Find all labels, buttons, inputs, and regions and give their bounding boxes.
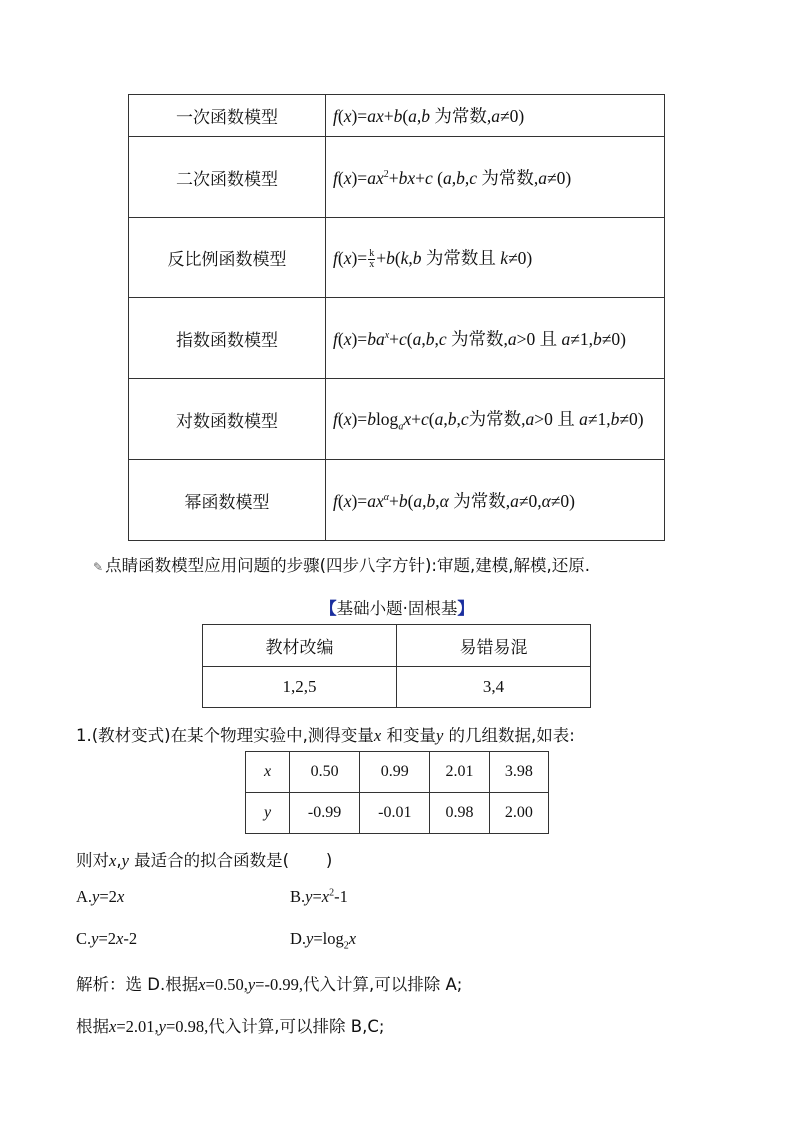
x-label: x — [246, 752, 290, 793]
x-cell: 3.98 — [489, 752, 548, 793]
model-name: 指数函数模型 — [129, 298, 326, 379]
model-formula-inverse: f(x)= $\frac{k}{x}$ +b(k,b 为常数且 k≠0) — [326, 218, 665, 298]
function-model-table — [128, 94, 665, 541]
model-row-power — [129, 460, 665, 541]
y-cell: 2.00 — [489, 793, 548, 834]
model-row-exponential — [129, 298, 665, 379]
fraction-k-over-x: $\frac{k}{x}$ — [369, 248, 375, 271]
model-name: 反比例函数模型 — [129, 218, 326, 298]
category-value: 1,2,5 — [203, 667, 397, 708]
model-formula-linear: f(x)=ax+b(a,b 为常数,a≠0) — [326, 95, 665, 137]
x-cell: 0.50 — [290, 752, 360, 793]
model-name: 一次函数模型 — [129, 95, 326, 137]
category-value: 3,4 — [397, 667, 591, 708]
model-row-inverse — [129, 218, 665, 298]
option-a[interactable]: A.y=2x — [76, 887, 125, 906]
x-cell: 2.01 — [430, 752, 489, 793]
question-prompt: 则对x,y 最适合的拟合函数是( ) — [76, 851, 333, 870]
analysis-line-1: 解析：选 D.根据x=0.50,y=-0.99,代入计算,可以排除 A; — [76, 975, 463, 994]
model-formula-quadratic: $f(x)=ax^2+bx+c$ (a,b,c 为常数,a≠0) — [326, 137, 665, 218]
model-formula-exponential: $f(x)=ba^x+c(a,b,c$ 为常数,a>0 且 a≠1,b≠0) — [326, 298, 665, 379]
model-name: 幂函数模型 — [129, 460, 326, 541]
analysis-line-2: 根据x=2.01,y=0.98,代入计算,可以排除 B,C; — [76, 1017, 385, 1036]
model-row-logarithmic — [129, 379, 665, 460]
category-table — [202, 624, 591, 708]
y-cell: -0.01 — [360, 793, 430, 834]
category-header: 易错易混 — [397, 625, 591, 667]
tip-text: 点睛函数模型应用问题的步骤(四步八字方针):审题,建模,解模,还原. — [105, 556, 590, 575]
section-heading: 【基础小题·固根基】 — [320, 599, 474, 618]
tip-line — [93, 552, 590, 576]
model-formula-logarithmic: f(x)=blog$_a$x+c(a,b,c为常数,a>0 且 a≠1,b≠0) — [326, 379, 665, 460]
option-b[interactable]: $B.y=x^2-1$ — [290, 887, 348, 906]
y-cell: -0.99 — [290, 793, 360, 834]
model-name: 二次函数模型 — [129, 137, 326, 218]
question-text: 1.(教材变式)在某个物理实验中,测得变量x 和变量y 的几组数据,如表: — [76, 726, 575, 745]
data-table — [245, 751, 549, 834]
y-label: y — [246, 793, 290, 834]
model-row-quadratic — [129, 137, 665, 218]
x-cell: 0.99 — [360, 752, 430, 793]
category-header: 教材改编 — [203, 625, 397, 667]
pencil-icon: ✎ — [93, 560, 104, 574]
y-cell: 0.98 — [430, 793, 489, 834]
model-name: 对数函数模型 — [129, 379, 326, 460]
model-row-linear — [129, 95, 665, 137]
option-c[interactable]: C.y=2x-2 — [76, 929, 138, 948]
option-d[interactable]: $D.y=\log_2x$ — [290, 929, 357, 952]
model-formula-power: $f(x)=ax^\alpha+b(a,b,\alpha$ 为常数,a≠0,α≠0) — [326, 460, 665, 541]
